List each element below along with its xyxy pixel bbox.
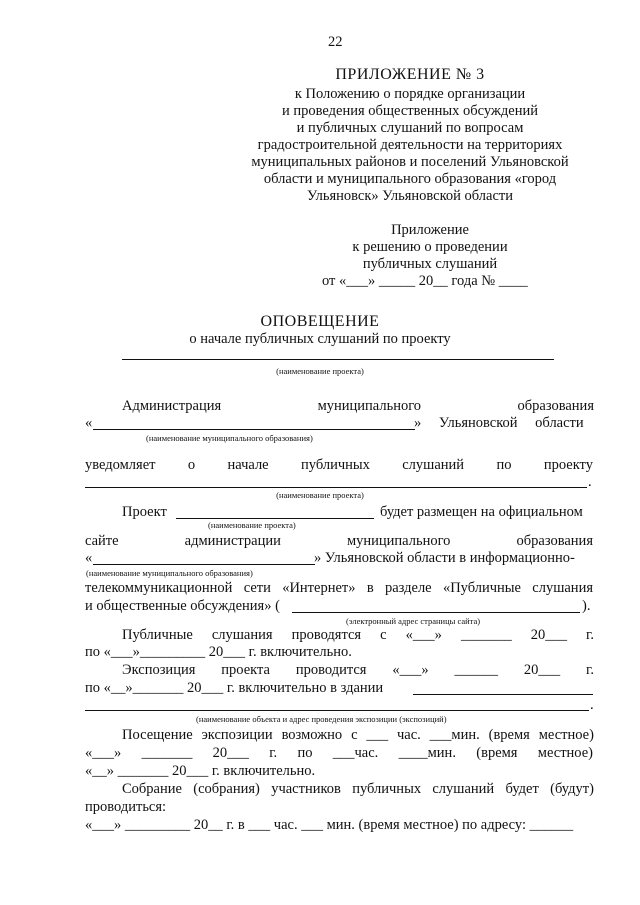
word: слушаний — [402, 457, 465, 473]
decision-line: публичных слушаний — [362, 256, 498, 272]
word: образования — [516, 533, 593, 549]
municipality-suffix: » Ульяновской области — [414, 415, 584, 431]
word: ______ — [454, 662, 498, 678]
word: проекта — [221, 662, 270, 678]
visit-row-2 — [85, 745, 593, 762]
hint-municipality-2: (наименование муниципального образования) — [86, 568, 253, 578]
word: слушания — [532, 580, 593, 596]
word: публичных — [301, 457, 370, 473]
word: муниципального — [317, 398, 422, 414]
appendix-line: градостроительной деятельности на территориях — [257, 137, 563, 153]
decision-line: Приложение — [391, 222, 469, 238]
meeting-row — [122, 781, 594, 798]
word: будет — [505, 781, 539, 797]
word: проекту — [543, 457, 593, 473]
hearings-end: по «___»_________ 20___ г. включительно. — [85, 644, 352, 660]
appendix-title: ПРИЛОЖЕНИЕ № 3 — [335, 66, 485, 83]
open-quote: « — [85, 415, 93, 431]
word: «Публичные — [442, 580, 521, 596]
word: «___» — [405, 627, 442, 643]
word: час. — [397, 727, 421, 743]
visit-end: «__» _______ 20___ г. включительно. — [85, 763, 316, 779]
notice-title: ОПОВЕЩЕНИЕ — [260, 313, 380, 330]
word: о — [187, 457, 196, 473]
notice-subtitle: о начале публичных слушаний по проекту — [189, 331, 451, 347]
period: . — [590, 697, 594, 713]
period: . — [588, 474, 592, 490]
telecom-row — [85, 580, 593, 597]
word: слушания — [211, 627, 273, 643]
expo-address-line — [85, 710, 589, 711]
site-row — [85, 533, 593, 550]
word: ___час. — [332, 745, 379, 761]
word: публичных — [352, 781, 422, 797]
word: Публичные — [122, 627, 193, 643]
appendix-line: области и муниципального образования «город — [263, 171, 557, 187]
word: (время — [488, 727, 530, 743]
word: с — [351, 727, 358, 743]
word: г. — [586, 627, 594, 643]
decision-date-line: от «___» _____ 20__ года № ____ — [322, 273, 528, 289]
word: (время — [476, 745, 518, 761]
word: _______ — [141, 745, 193, 761]
word: «Интернет» — [282, 580, 356, 596]
word: начале — [227, 457, 269, 473]
word: ___мин. — [429, 727, 480, 743]
word: (собрания) — [193, 781, 260, 797]
page-number: 22 — [328, 34, 343, 50]
word: в — [366, 580, 374, 596]
word: слушаний — [432, 781, 495, 797]
hint-expo: (наименование объекта и адрес проведения экспозиции (экспозиций) — [196, 714, 447, 724]
word: Посещение — [122, 727, 193, 743]
word: экспозиции — [201, 727, 273, 743]
notify-row — [85, 457, 593, 474]
word: ____мин. — [398, 745, 456, 761]
appendix-line: и проведения общественных обсуждений — [281, 103, 538, 119]
hint-project-2: (наименование проекта) — [276, 490, 364, 500]
word: образования — [517, 398, 594, 414]
meeting-line-2: проводиться: — [85, 799, 167, 815]
site-address-line — [292, 612, 580, 613]
word: (будут) — [550, 781, 594, 797]
discussions-text: и общественные обсуждения» ( — [85, 598, 280, 614]
hint-project: (наименование проекта) — [276, 366, 364, 376]
word: сайте — [85, 533, 119, 549]
word: «___» — [392, 662, 429, 678]
word: 20___ — [523, 662, 561, 678]
placed-prefix: Проект — [122, 504, 167, 520]
expo-end: по «__»_______ 20___ г. включительно в здании — [85, 680, 384, 696]
word: 20___ — [530, 627, 567, 643]
hint-project-3: (наименование проекта) — [208, 520, 296, 530]
word: г. — [586, 662, 594, 678]
placed-suffix: будет размещен на официальном — [380, 504, 583, 520]
word: по — [297, 745, 313, 761]
word: местное) — [537, 745, 593, 761]
appendix-line: муниципальных районов и поселений Ульяновской — [251, 154, 569, 170]
word: по — [496, 457, 512, 473]
hint-site: (электронный адрес страницы сайта) — [346, 616, 481, 626]
hearings-row — [122, 627, 594, 644]
site-suffix: » Ульяновской области в информационно- — [314, 550, 575, 566]
expo-row — [122, 662, 594, 679]
word: «___» — [85, 745, 122, 761]
word: ___ — [366, 727, 389, 743]
word: г. — [269, 745, 278, 761]
open-quote: « — [85, 550, 93, 566]
appendix-line: и публичных слушаний по вопросам — [296, 120, 524, 136]
visit-row — [122, 727, 594, 744]
building-line — [413, 694, 593, 695]
word: _______ — [460, 627, 512, 643]
word: Администрация — [122, 398, 222, 414]
decision-line: к решению о проведении — [352, 239, 508, 255]
word: проводятся — [291, 627, 362, 643]
project-line-2 — [85, 487, 587, 488]
meeting-last: «___» _________ 20__ г. в ___ час. ___ мин. (время местное) по адресу: ______ — [85, 817, 574, 833]
word: возможно — [281, 727, 343, 743]
word: разделе — [384, 580, 432, 596]
appendix-line: Ульяновск» Ульяновской области — [306, 188, 514, 204]
word: с — [380, 627, 387, 643]
word: уведомляет — [85, 457, 156, 473]
project-line-3 — [176, 518, 374, 519]
word: муниципального — [346, 533, 451, 549]
word: Собрание — [122, 781, 182, 797]
word: Экспозиция — [122, 662, 196, 678]
word: 20___ — [212, 745, 249, 761]
word: местное) — [538, 727, 594, 743]
municipality-line — [93, 429, 415, 430]
word: сети — [243, 580, 271, 596]
admin-row — [122, 398, 594, 415]
municipality-line-2 — [93, 564, 315, 565]
word: участников — [271, 781, 341, 797]
hint-municipality: (наименование муниципального образования) — [146, 433, 313, 443]
project-name-line — [122, 359, 554, 360]
appendix-line: к Положению о порядке организации — [294, 86, 526, 102]
word: проводится — [295, 662, 367, 678]
discussions-close: ). — [582, 598, 591, 614]
word: телекоммуникационной — [85, 580, 233, 596]
word: администрации — [184, 533, 281, 549]
